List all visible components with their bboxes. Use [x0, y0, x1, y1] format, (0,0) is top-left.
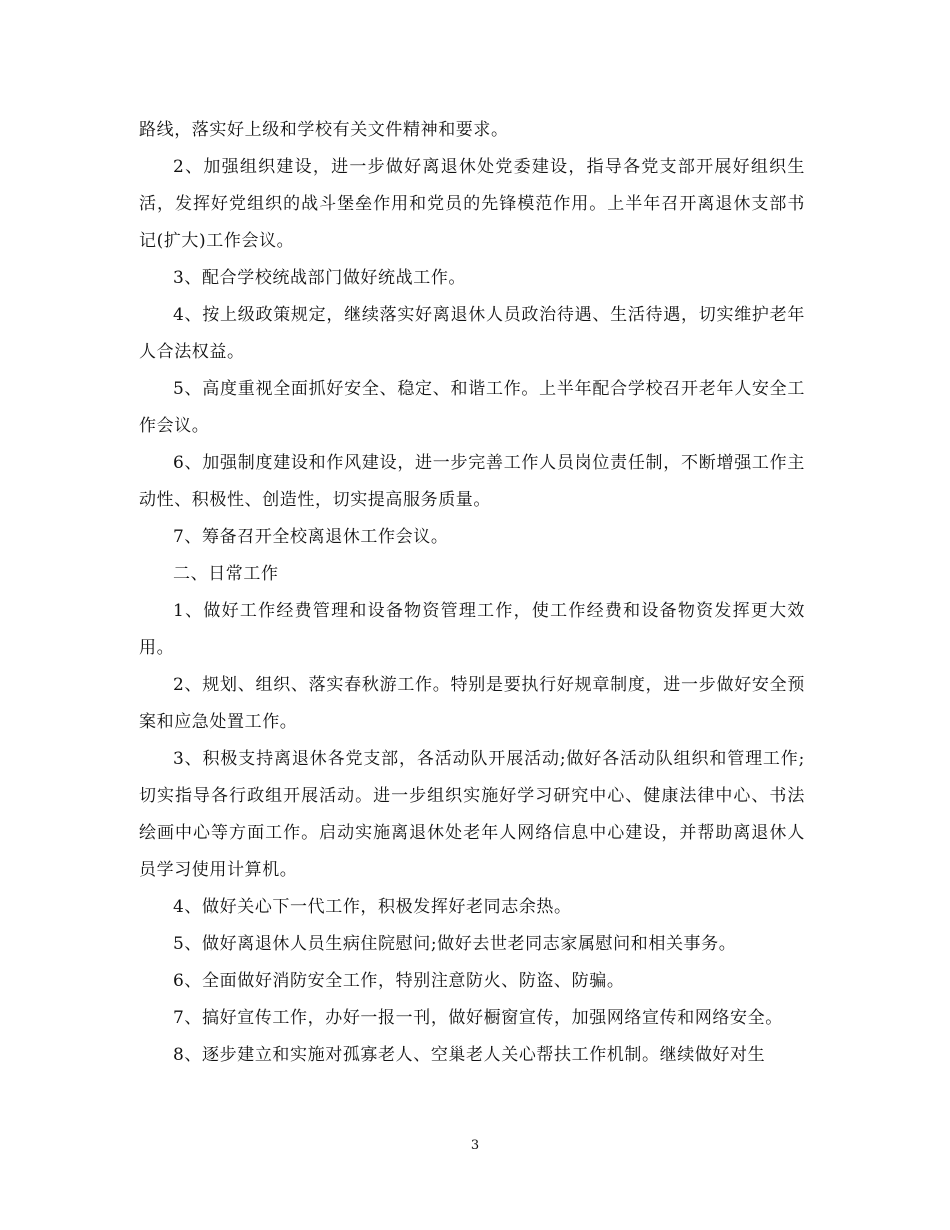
paragraph: 7、筹备召开全校离退休工作会议。 — [173, 527, 449, 547]
paragraph: 6、加强制度建设和作风建设，进一步完善工作人员岗位责任制，不断增强工作主动性、积极性、创造性，切实提高服务质量。 — [139, 453, 805, 510]
paragraph: 5、做好离退休人员生病住院慰问;做好去世老同志家属慰问和相关事务。 — [173, 934, 737, 954]
paragraph: 7、搞好宣传工作，办好一报一刊，做好橱窗宣传，加强网络宣传和网络安全。 — [173, 1008, 783, 1028]
paragraph: 1、做好工作经费管理和设备物资管理工作，使工作经费和设备物资发挥更大效用。 — [139, 601, 805, 658]
paragraph: 4、做好关心下一代工作，积极发挥好老同志余热。 — [173, 897, 572, 917]
document-body — [139, 112, 805, 1074]
paragraph: 4、按上级政策规定，继续落实好离退休人员政治待遇、生活待遇，切实维护老年人合法权益。 — [139, 305, 805, 362]
paragraph: 3、积极支持离退休各党支部，各活动队开展活动;做好各活动队组织和管理工作;切实指导各行政组开展活动。进一步组织实施好学习研究中心、健康法律中心、书法绘画中心等方面工作。启动实施离退休处老年人网络信息中心建设，并帮助离退休人员学习使用计算机。 — [139, 749, 805, 880]
paragraph: 路线，落实好上级和学校有关文件精神和要求。 — [139, 120, 509, 140]
paragraph: 2、规划、组织、落实春秋游工作。特别是要执行好规章制度，进一步做好安全预案和应急处置工作。 — [139, 675, 805, 732]
paragraph: 6、全面做好消防安全工作，特别注意防火、防盗、防骗。 — [173, 971, 625, 991]
paragraph: 8、逐步建立和实施对孤寡老人、空巢老人关心帮扶工作机制。继续做好对生 — [173, 1045, 766, 1065]
paragraph: 5、高度重视全面抓好安全、稳定、和谐工作。上半年配合学校召开老年人安全工作会议。 — [139, 379, 805, 436]
paragraph: 2、加强组织建设，进一步做好离退休处党委建设，指导各党支部开展好组织生活，发挥好党组织的战斗堡垒作用和党员的先锋模范作用。上半年召开离退休支部书记(扩大)工作会议。 — [139, 157, 805, 251]
page-number: 3 — [470, 1138, 480, 1153]
paragraph: 3、配合学校统战部门做好统战工作。 — [173, 268, 467, 288]
section-heading: 二、日常工作 — [173, 564, 279, 584]
